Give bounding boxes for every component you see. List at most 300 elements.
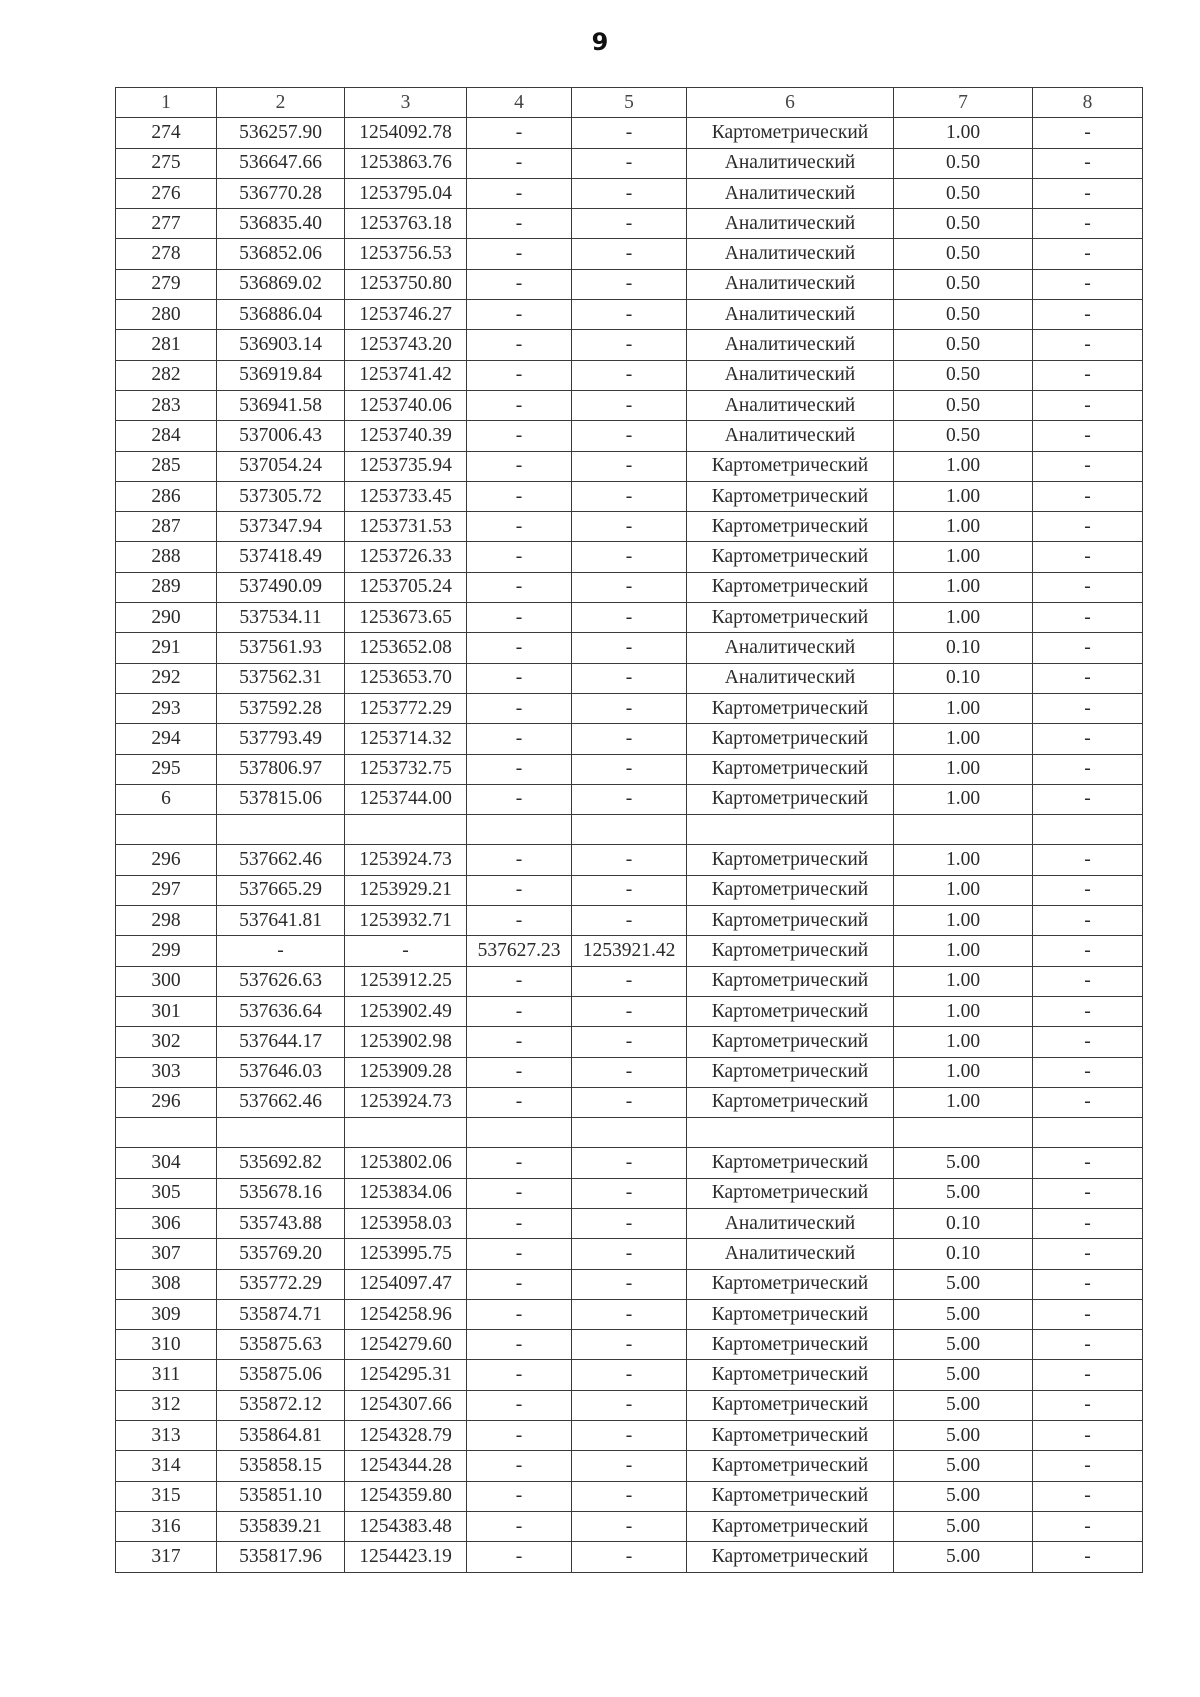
table-cell: 279 [116,269,217,299]
table-cell: - [1033,1269,1143,1299]
table-cell: Аналитический [687,421,894,451]
table-cell: 6 [116,784,217,814]
table-cell: 1254295.31 [345,1360,467,1390]
table-cell: 1253756.53 [345,239,467,269]
table-cell: - [1033,1239,1143,1269]
table-cell: - [467,1451,572,1481]
table-row [116,1421,1143,1451]
table-cell [572,1118,687,1148]
table-cell: 0.50 [894,239,1033,269]
table-cell: 5.00 [894,1451,1033,1481]
table-cell [217,1118,345,1148]
table-cell: 275 [116,148,217,178]
table-cell: 1253921.42 [572,936,687,966]
table-cell: - [467,572,572,602]
table-cell: - [1033,572,1143,602]
table-cell: 537662.46 [217,1087,345,1117]
table-cell: 293 [116,693,217,723]
table-cell: 535875.06 [217,1360,345,1390]
table-cell: 1253929.21 [345,875,467,905]
table-row [116,148,1143,178]
table-cell: - [467,360,572,390]
table-cell: - [467,1299,572,1329]
table-cell: - [572,1451,687,1481]
table-cell: 1.00 [894,845,1033,875]
table-row [116,300,1143,330]
table-cell: 535872.12 [217,1390,345,1420]
table-cell: - [572,269,687,299]
table-cell: 1.00 [894,966,1033,996]
table-cell [687,815,894,845]
table-cell: Аналитический [687,330,894,360]
table-cell: - [572,875,687,905]
table-cell: - [467,966,572,996]
table-row [116,209,1143,239]
table-cell: - [1033,1330,1143,1360]
table-cell: - [1033,542,1143,572]
table-cell: - [1033,239,1143,269]
table-cell: - [1033,936,1143,966]
table-cell: Картометрический [687,1330,894,1360]
table-cell: Картометрический [687,603,894,633]
table-cell: 536647.66 [217,148,345,178]
table-cell: 1253958.03 [345,1208,467,1238]
table-cell: 307 [116,1239,217,1269]
table-cell: 1253744.00 [345,784,467,814]
table-cell: 535839.21 [217,1511,345,1541]
table-cell: - [1033,300,1143,330]
table-cell: Картометрический [687,1360,894,1390]
table-row [116,1239,1143,1269]
table-cell: 1253750.80 [345,269,467,299]
table-cell: Аналитический [687,390,894,420]
table-cell: 1254097.47 [345,1269,467,1299]
table-cell: - [467,451,572,481]
table-cell [687,1118,894,1148]
table-cell: Картометрический [687,1027,894,1057]
table-cell: 1253740.06 [345,390,467,420]
column-header: 8 [1033,88,1143,118]
table-row [116,330,1143,360]
table-cell: - [467,390,572,420]
table-cell: - [1033,1481,1143,1511]
table-cell: 537490.09 [217,572,345,602]
table-cell: Картометрический [687,1421,894,1451]
table-cell: 5.00 [894,1511,1033,1541]
table-cell: 5.00 [894,1481,1033,1511]
table-cell: - [467,784,572,814]
table-cell: - [572,542,687,572]
table-cell: 537592.28 [217,693,345,723]
table-cell: Картометрический [687,1451,894,1481]
table-row [116,906,1143,936]
table-cell: 1254279.60 [345,1330,467,1360]
table-cell: - [572,1390,687,1420]
table-cell: Аналитический [687,148,894,178]
table-body [116,118,1143,1572]
table-cell: Аналитический [687,1239,894,1269]
table-row [116,1087,1143,1117]
table-cell: 537806.97 [217,754,345,784]
table-cell: 1.00 [894,512,1033,542]
table-cell: 1253902.98 [345,1027,467,1057]
table-cell: 316 [116,1511,217,1541]
table-cell: 537641.81 [217,906,345,936]
table-cell: 1253802.06 [345,1148,467,1178]
table-row [116,875,1143,905]
table-cell: 1253705.24 [345,572,467,602]
table-cell: - [1033,1178,1143,1208]
table-cell: 1.00 [894,875,1033,905]
table-cell: 1.00 [894,1027,1033,1057]
table-cell: 1253924.73 [345,1087,467,1117]
table-cell: 280 [116,300,217,330]
table-cell: 1253743.20 [345,330,467,360]
table-row [116,1118,1143,1148]
table-cell: - [467,239,572,269]
table-cell: - [572,845,687,875]
table-cell: 288 [116,542,217,572]
table-cell: - [467,118,572,148]
table-cell: 1.00 [894,603,1033,633]
table-cell: - [1033,1057,1143,1087]
table-cell: 309 [116,1299,217,1329]
table-cell: 1254307.66 [345,1390,467,1420]
table-cell [345,815,467,845]
table-cell: 1253740.39 [345,421,467,451]
table-cell: 1253653.70 [345,663,467,693]
table-cell: - [572,1239,687,1269]
table-cell: 0.10 [894,633,1033,663]
table-cell [345,1118,467,1148]
table-cell: 281 [116,330,217,360]
table-row [116,178,1143,208]
table-cell: - [1033,330,1143,360]
table-cell: 537644.17 [217,1027,345,1057]
table-cell: Аналитический [687,209,894,239]
table-cell: 537305.72 [217,481,345,511]
table-cell: 295 [116,754,217,784]
table-cell: - [467,421,572,451]
table-cell: - [217,936,345,966]
table-row [116,1451,1143,1481]
table-cell: 536852.06 [217,239,345,269]
table-cell [894,815,1033,845]
table-cell: 1.00 [894,784,1033,814]
table-row [116,724,1143,754]
table-cell: 314 [116,1451,217,1481]
table-cell: 276 [116,178,217,208]
table-cell [116,815,217,845]
table-cell: Картометрический [687,906,894,936]
table-cell: 274 [116,118,217,148]
table-cell: - [467,633,572,663]
table-cell: 535864.81 [217,1421,345,1451]
table-cell: - [572,1148,687,1178]
table-cell: - [1033,209,1143,239]
table-row [116,754,1143,784]
table-cell: 310 [116,1330,217,1360]
table-cell: - [467,1178,572,1208]
table-cell: - [467,1481,572,1511]
table-cell: 535874.71 [217,1299,345,1329]
table-cell: - [1033,633,1143,663]
table-cell: 1253733.45 [345,481,467,511]
table-cell: - [1033,966,1143,996]
table-row [116,1269,1143,1299]
table-cell: 1253932.71 [345,906,467,936]
table-cell: - [1033,875,1143,905]
table-row [116,1360,1143,1390]
table-row [116,936,1143,966]
column-header: 2 [217,88,345,118]
table-cell: Аналитический [687,239,894,269]
table-cell: 0.10 [894,663,1033,693]
table-cell: 1253732.75 [345,754,467,784]
table-cell: - [467,178,572,208]
table-cell: - [467,542,572,572]
table-cell: 306 [116,1208,217,1238]
column-header: 1 [116,88,217,118]
table-row [116,360,1143,390]
table-cell: - [572,300,687,330]
table-cell: 297 [116,875,217,905]
table-cell: - [1033,390,1143,420]
table-cell: Аналитический [687,360,894,390]
table-cell: - [467,875,572,905]
table-cell: Картометрический [687,996,894,1026]
table-cell: 300 [116,966,217,996]
table-cell: - [572,906,687,936]
table-row [116,239,1143,269]
table-cell: 289 [116,572,217,602]
table-cell: - [572,572,687,602]
table-cell: 1.00 [894,693,1033,723]
column-header: 6 [687,88,894,118]
table-cell: 298 [116,906,217,936]
table-cell: 292 [116,663,217,693]
table-cell: - [572,481,687,511]
table-cell [1033,815,1143,845]
table-cell [116,1118,217,1148]
table-cell: 536869.02 [217,269,345,299]
table-cell: - [467,724,572,754]
table-cell: 5.00 [894,1542,1033,1572]
table-cell: 317 [116,1542,217,1572]
table-cell: - [467,1269,572,1299]
table-cell: - [1033,1208,1143,1238]
table-cell: - [572,1057,687,1087]
table-cell: Картометрический [687,1148,894,1178]
table-row [116,1511,1143,1541]
table-cell: 0.50 [894,300,1033,330]
table-cell: 535858.15 [217,1451,345,1481]
table-cell: 294 [116,724,217,754]
table-cell: - [1033,1511,1143,1541]
table-cell: - [1033,1542,1143,1572]
table-cell: 1.00 [894,906,1033,936]
table-cell: Аналитический [687,663,894,693]
table-cell: Картометрический [687,845,894,875]
table-cell: - [1033,845,1143,875]
table-row [116,390,1143,420]
table-cell: - [467,269,572,299]
table-cell: - [572,633,687,663]
table-cell: - [467,1360,572,1390]
table-cell: 535743.88 [217,1208,345,1238]
table-cell: - [467,754,572,784]
table-cell [467,1118,572,1148]
table-cell: - [572,693,687,723]
table-cell: 296 [116,845,217,875]
table-cell: 1254328.79 [345,1421,467,1451]
table-cell: 278 [116,239,217,269]
table-cell: - [467,330,572,360]
table-cell: 1254383.48 [345,1511,467,1541]
table-cell: 5.00 [894,1390,1033,1420]
table-cell: - [572,239,687,269]
table-cell: 313 [116,1421,217,1451]
table-cell: 536770.28 [217,178,345,208]
table-row [116,603,1143,633]
table-cell: - [467,209,572,239]
table-row [116,1390,1143,1420]
table-cell: - [572,754,687,784]
table-cell: 536903.14 [217,330,345,360]
table-row [116,845,1143,875]
table-cell: - [467,148,572,178]
table-cell: - [1033,784,1143,814]
table-cell: - [1033,360,1143,390]
table-row [116,451,1143,481]
table-cell: 1253909.28 [345,1057,467,1087]
table-cell: 0.50 [894,148,1033,178]
table-cell: - [467,906,572,936]
table-cell: - [572,1299,687,1329]
table-cell: 5.00 [894,1330,1033,1360]
table-cell: Картометрический [687,693,894,723]
table-cell: 537562.31 [217,663,345,693]
table-cell: Картометрический [687,481,894,511]
table-cell: 537534.11 [217,603,345,633]
table-cell: Картометрический [687,1057,894,1087]
table-cell: 537418.49 [217,542,345,572]
table-cell: - [572,1481,687,1511]
table-cell: - [572,1027,687,1057]
table-cell: 1254344.28 [345,1451,467,1481]
table-cell: 535851.10 [217,1481,345,1511]
table-cell: 305 [116,1178,217,1208]
table-cell: - [1033,148,1143,178]
table-cell: - [572,330,687,360]
table-cell: 537347.94 [217,512,345,542]
table-cell: 5.00 [894,1360,1033,1390]
table-cell: 537627.23 [467,936,572,966]
table-cell: 0.50 [894,209,1033,239]
table-cell: - [572,724,687,754]
table-cell: - [1033,693,1143,723]
table-cell: - [467,1087,572,1117]
table-cell: 285 [116,451,217,481]
table-cell: - [467,693,572,723]
table-cell: - [572,603,687,633]
table-cell: 536835.40 [217,209,345,239]
table-row [116,542,1143,572]
table-row [116,512,1143,542]
table-cell: 5.00 [894,1421,1033,1451]
table-row [116,1542,1143,1572]
table-cell: 537626.63 [217,966,345,996]
table-cell: - [1033,1390,1143,1420]
table-cell: 1.00 [894,754,1033,784]
table-cell: 290 [116,603,217,633]
table-row [116,663,1143,693]
table-cell: 1.00 [894,451,1033,481]
table-cell: 5.00 [894,1299,1033,1329]
table-row [116,1178,1143,1208]
table-row [116,633,1143,663]
table-cell: 304 [116,1148,217,1178]
table-cell: 535678.16 [217,1178,345,1208]
table-cell: 1253995.75 [345,1239,467,1269]
table-cell: - [1033,906,1143,936]
table-cell: - [572,209,687,239]
table-cell [1033,1118,1143,1148]
table-cell: 1253714.32 [345,724,467,754]
table-cell: - [1033,512,1143,542]
table-cell: - [572,118,687,148]
table-cell: - [467,1239,572,1269]
table-cell: - [572,1269,687,1299]
table-cell: 308 [116,1269,217,1299]
table-cell: 1.00 [894,936,1033,966]
table-cell: 537636.64 [217,996,345,1026]
table-row [116,815,1143,845]
table-cell: Картометрический [687,542,894,572]
table-cell: 536257.90 [217,118,345,148]
table-cell [467,815,572,845]
table-cell: - [1033,996,1143,1026]
table-cell: 1253726.33 [345,542,467,572]
table-cell: Картометрический [687,966,894,996]
table-cell: 537662.46 [217,845,345,875]
table-cell: - [1033,1027,1143,1057]
table-cell: 537646.03 [217,1057,345,1087]
table-cell: 1253746.27 [345,300,467,330]
table-cell: Картометрический [687,572,894,602]
table-cell: Картометрический [687,1542,894,1572]
table-cell: - [572,1542,687,1572]
table-cell: Картометрический [687,1299,894,1329]
table-cell: 1253763.18 [345,209,467,239]
table-row [116,1299,1143,1329]
table-cell: 1254092.78 [345,118,467,148]
table-cell: 1253652.08 [345,633,467,663]
table-cell: - [1033,481,1143,511]
column-header: 4 [467,88,572,118]
table-cell: 1253731.53 [345,512,467,542]
table-cell: 1253795.04 [345,178,467,208]
table-cell: - [467,512,572,542]
table-cell: 1253924.73 [345,845,467,875]
table-cell: Картометрический [687,754,894,784]
table-cell: - [1033,1087,1143,1117]
table-cell: 536919.84 [217,360,345,390]
table-cell: - [467,1208,572,1238]
table-cell: Аналитический [687,1208,894,1238]
table-cell: 535772.29 [217,1269,345,1299]
table-row [116,118,1143,148]
